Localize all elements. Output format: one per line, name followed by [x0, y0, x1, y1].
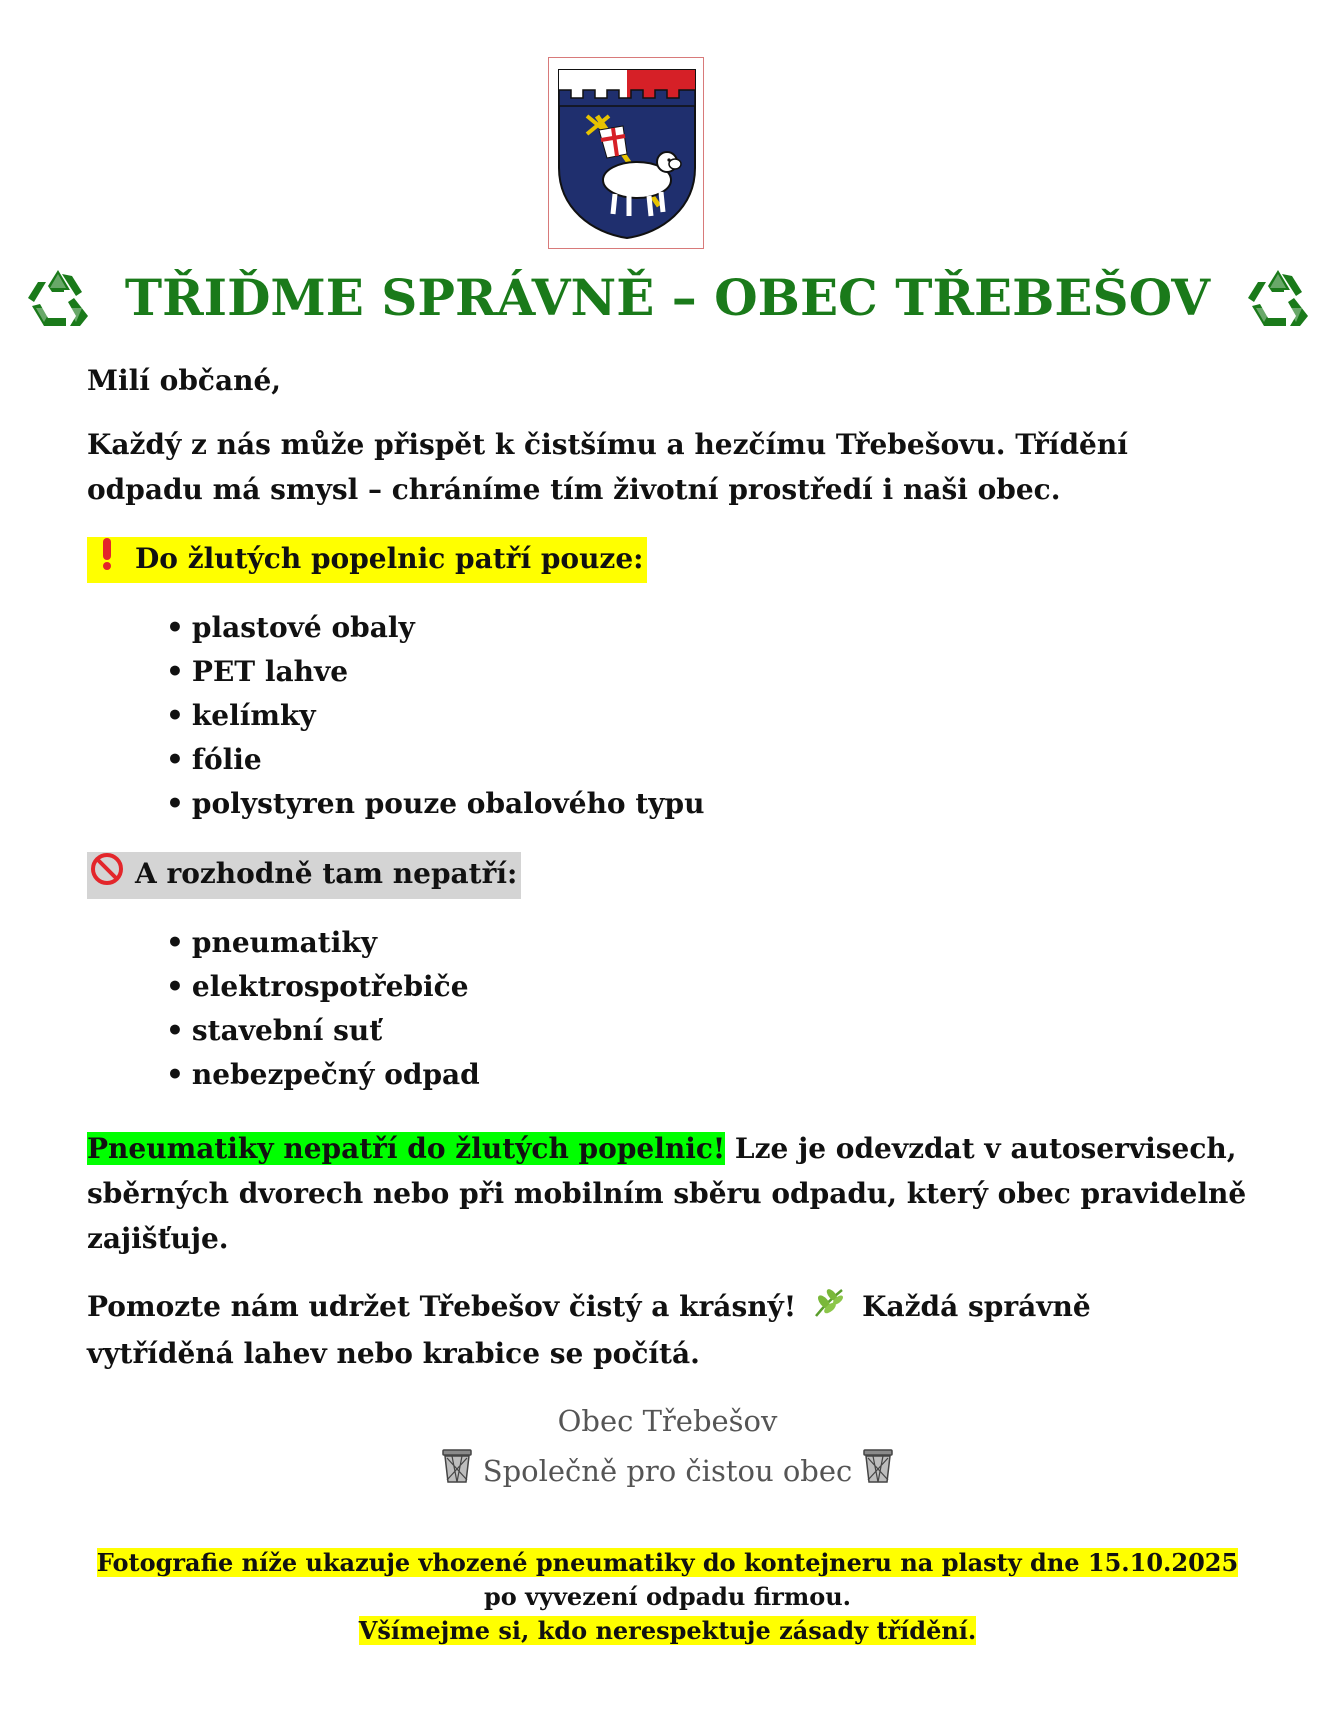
list-item: • stavební suť: [166, 1009, 480, 1053]
exclamation-icon: [87, 538, 127, 583]
tires-note: [87, 1126, 1247, 1261]
forbidden-list: [166, 921, 480, 1097]
greeting: Milí občané,: [87, 364, 282, 397]
signature-motto: [0, 1447, 1335, 1498]
list-item: • elektrospotřebiče: [166, 965, 480, 1009]
list-item: • PET lahve: [166, 650, 705, 694]
signature-motto-text: Společně pro čistou obec: [482, 1454, 853, 1488]
prohibited-icon: [87, 852, 127, 899]
signature-name: Obec Třebešov: [557, 1404, 778, 1438]
list-item: • polystyren pouze obalového typu: [166, 782, 705, 826]
tires-note-highlight: Pneumatiky nepatří do žlutých popelnic!: [87, 1132, 726, 1165]
list-item: • fólie: [166, 738, 705, 782]
wastebasket-icon: [441, 1448, 473, 1498]
closing-text-after: Každá správně vytříděná lahev nebo krabice se počítá.: [87, 1290, 1091, 1370]
page-title: [0, 258, 1335, 334]
wastebasket-icon: [862, 1448, 894, 1498]
caption-line-2: po vyvezení odpadu firmou.: [483, 1582, 852, 1611]
allowed-heading-text: Do žlutých popelnic patří pouze:: [135, 542, 644, 575]
herb-icon: [812, 1286, 846, 1331]
title-text: TŘIĎME SPRÁVNĚ – OBEC TŘEBEŠOV: [124, 268, 1211, 327]
caption-line-1: Fotografie níže ukazuje vhozené pneumatiky do kontejneru na plasty dne 15.10.2025: [96, 1548, 1239, 1577]
forbidden-heading-text: A rozhodně tam nepatří:: [135, 857, 518, 890]
caption-line-3: Všímejme si, kdo nerespektuje zásady třídění.: [358, 1616, 977, 1645]
recycle-icon: [26, 268, 90, 328]
allowed-list: [166, 606, 705, 826]
recycle-icon: [1246, 268, 1310, 328]
crest-frame: [548, 57, 704, 249]
closing-paragraph: [87, 1284, 1247, 1376]
photo-caption: [0, 1546, 1335, 1648]
list-item: • pneumatiky: [166, 921, 480, 965]
closing-text-before: Pomozte nám udržet Třebešov čistý a krásný!: [87, 1290, 797, 1323]
list-item: • nebezpečný odpad: [166, 1053, 480, 1097]
intro-paragraph: Každý z nás může přispět k čistšímu a hezčímu Třebešovu. Třídění odpadu má smysl – chráníme tím životní prostředí i naši obec.: [87, 428, 1128, 506]
list-item: • kelímky: [166, 694, 705, 738]
allowed-heading: [87, 537, 647, 583]
coat-of-arms-icon: [557, 68, 697, 240]
list-item: • plastové obaly: [166, 606, 705, 650]
forbidden-heading: [87, 852, 521, 899]
tires-note-text: Lze je odevzdat v autoservisech, sběrných dvorech nebo při mobilním sběru odpadu, který obec pravidelně zajišťuje.: [87, 1132, 1247, 1255]
